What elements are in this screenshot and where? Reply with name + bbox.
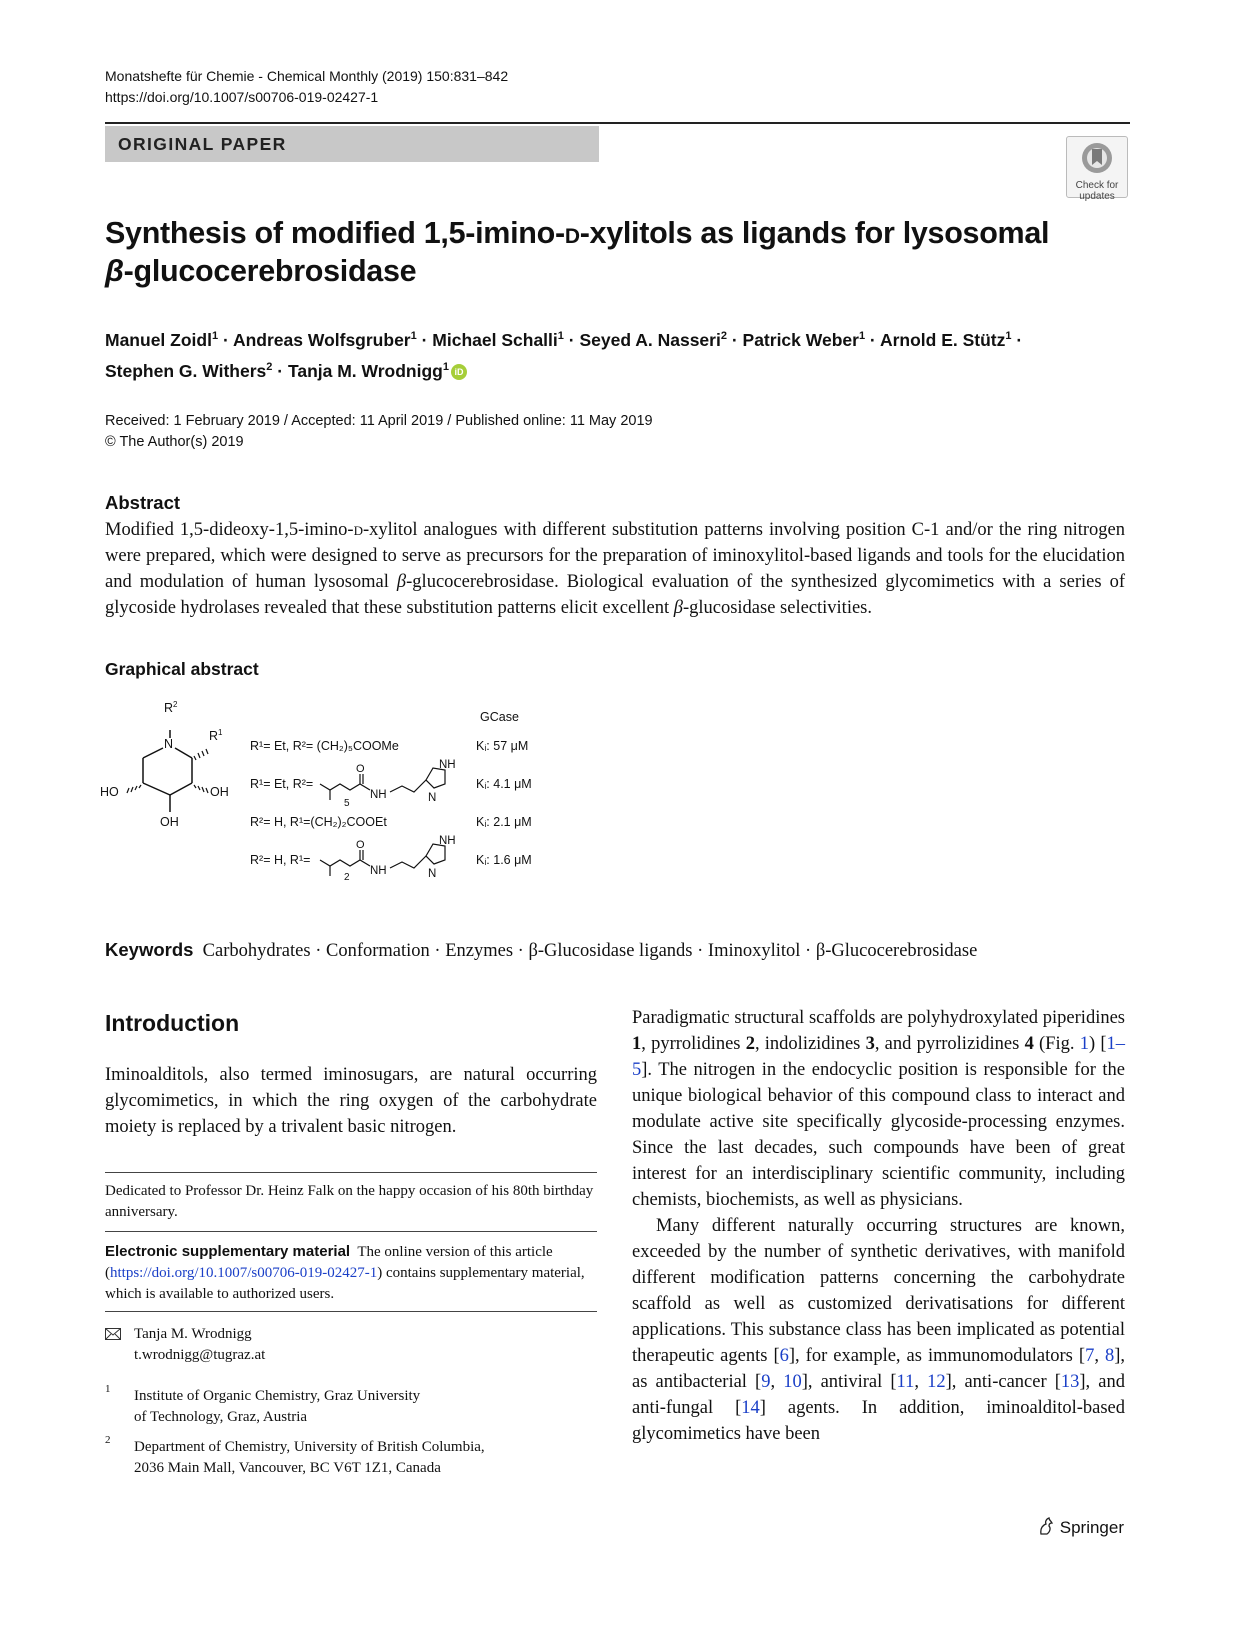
- title-part-2: d: [564, 216, 580, 250]
- affiliation-sup: 1: [1005, 330, 1012, 342]
- bookmark-icon: [1080, 141, 1114, 175]
- affiliation-line: of Technology, Graz, Austria: [134, 1409, 308, 1425]
- title-part-4: β: [105, 254, 124, 288]
- ga-row-ki: Kᵢ: 2.1 μM: [476, 815, 532, 829]
- author-line-1: Manuel Zoidl$^1$ · Andreas Wolfsgruber$^1$ · Michael Schalli$^1$ · Seyed A. Nasseri$^2$ · Patrick Weber$^1$ · Arnold E. Stütz$^1$ ·: [105, 329, 1023, 350]
- esm-text: The online version of this article (: [105, 1244, 553, 1281]
- author-name[interactable]: Patrick Weber: [742, 329, 859, 350]
- corresponding-author: [134, 1324, 265, 1366]
- author-name[interactable]: Andreas Wolfsgruber: [232, 329, 411, 350]
- figure-link[interactable]: 1: [1079, 1034, 1089, 1054]
- abstract-body: [105, 517, 1125, 621]
- compound-number: 2: [745, 1034, 755, 1054]
- citation-link[interactable]: 11: [896, 1372, 915, 1392]
- ga-row-label: R²= H, R¹=: [250, 853, 311, 867]
- ho-label: HO: [100, 785, 119, 799]
- title-part-3: -xylitols as ligands for lysosomal: [579, 216, 1050, 250]
- footnote-rule: [105, 1172, 597, 1173]
- affiliation-sup: 1: [442, 360, 449, 373]
- journal-name: Monatshefte für Chemie - Chemical Monthly (2019) 150:831–842: [105, 68, 509, 84]
- keyword: β-Glucocerebrosidase: [815, 941, 978, 961]
- badge-line-2: updates: [1079, 191, 1115, 202]
- carbonyl-o: O: [356, 839, 365, 851]
- publisher-name: Springer: [1059, 1518, 1124, 1537]
- gcase-header: GCase: [480, 710, 519, 724]
- author-name[interactable]: Stephen G. Withers: [105, 360, 267, 381]
- affiliation-number: 1: [105, 1383, 111, 1395]
- chain-subscript: 5: [344, 798, 350, 809]
- ga-row-label: R¹= Et, R²= (CH₂)₅COOMe: [250, 739, 399, 753]
- affiliation-sup: 2: [266, 360, 273, 373]
- author-name[interactable]: Seyed A. Nasseri: [579, 329, 721, 350]
- r1-label: $R^1$: [209, 728, 223, 743]
- abstract-seg: -glucosidase selectivities.: [682, 598, 872, 618]
- r2-label: $R^2$: [164, 700, 178, 715]
- graphical-abstract-heading: Graphical abstract: [105, 659, 259, 679]
- affiliation-sup: 1: [410, 330, 417, 342]
- imidazole-n: N: [428, 868, 437, 880]
- esm-link[interactable]: https://doi.org/10.1007/s00706-019-02427-1: [110, 1265, 378, 1281]
- ga-row-ki: Kᵢ: 1.6 μM: [476, 853, 532, 867]
- abstract-seg: d: [353, 520, 363, 540]
- body-paragraph: Paradigmatic structural scaffolds are polyhydroxylated piperidines 1, pyrrolidines 2, indolizidines 3, and pyrrolizidines 4 (Fig. 1) [1–5]. The nitrogen in the endocyclic position is responsible for the unique biological behavior of this compound class to interact and modulate active site specifically glycoside-processing enzymes. Since the last decades, such compounds have been of great interest for an interdisciplinary scientific community, including chemists, biochemists, as well as physicians.: [632, 1008, 1125, 1210]
- keyword: β-Glucosidase ligands: [528, 941, 693, 961]
- author-name[interactable]: Arnold E. Stütz: [879, 329, 1006, 350]
- affiliation-2: [134, 1437, 485, 1479]
- citation-link[interactable]: 1–5: [632, 1034, 1125, 1080]
- title-part-5: -glucocerebrosidase: [123, 254, 417, 288]
- copyright-line: © The Author(s) 2019: [105, 434, 244, 450]
- ga-row-ki: Kᵢ: 4.1 μM: [476, 777, 532, 791]
- doi-link[interactable]: https://doi.org/10.1007/s00706-019-02427-1: [105, 89, 379, 105]
- imidazole-n: N: [428, 792, 437, 804]
- affiliation-number: 2: [105, 1434, 111, 1446]
- abstract-seg: -glucocerebrosidase. Biological evaluation of the synthesized glycomimetics with a series of glycoside hydrolases revealed that these substitution patterns elicit excellent: [105, 572, 1125, 618]
- affiliation-line: Institute of Organic Chemistry, Graz University: [134, 1388, 421, 1404]
- esm-text: ) contains supplementary material, which is available to authorized users.: [105, 1265, 585, 1302]
- keyword: Carbohydrates: [202, 941, 311, 961]
- dedication-note: Dedicated to Professor Dr. Heinz Falk on the happy occasion of his 80th birthday anniversary.: [105, 1183, 594, 1220]
- keywords-line: Keywords Carbohydrates · Conformation · Enzymes · β-Glucosidase ligands · Iminoxylitol · β-Glucocerebrosidase: [105, 939, 978, 961]
- orcid-icon[interactable]: iD: [451, 364, 467, 380]
- check-for-updates-badge[interactable]: [1066, 136, 1128, 202]
- affiliation-line: 2036 Main Mall, Vancouver, BC V6T 1Z1, Canada: [134, 1460, 441, 1476]
- citation-link[interactable]: 6: [779, 1346, 789, 1366]
- citation-link[interactable]: 9: [761, 1372, 771, 1392]
- abstract-seg: -xylitol analogues with different substitution patterns involving position C-1 and/or the ring nitrogen were prepared, which were designed to serve as precursors for the preparation of iminoxylitol-based ligands and tools for the elucidation and modulation of human lysosomal: [105, 520, 1126, 592]
- affiliation-sup: 2: [720, 330, 727, 342]
- amide-nh: NH: [370, 865, 387, 877]
- citation-link[interactable]: 14: [741, 1398, 760, 1418]
- author-name[interactable]: Tanja M. Wrodnigg: [287, 360, 443, 381]
- introduction-heading: Introduction: [105, 1010, 240, 1036]
- body-paragraph: Many different naturally occurring structures are known, exceeded by the number of synthetic derivatives, with manifold different modification patterns concerning the carbohydrate scaffold as well as customized derivatisations for different applications. This substance class has been implicated as potential therapeutic agents [6], for example, as immunomodulators [7, 8], as antibacterial [9, 10], antiviral [11, 12], anti-cancer [13], and anti-fungal [14] agents. In addition, iminoalditol-based glycomimetics have been: [632, 1216, 1126, 1444]
- citation-link[interactable]: 12: [927, 1372, 946, 1392]
- header-rule: [105, 122, 1130, 124]
- compound-number: 1: [632, 1034, 642, 1054]
- citation-link[interactable]: 13: [1060, 1372, 1080, 1392]
- author-list: [105, 323, 1125, 385]
- citation-link[interactable]: 8: [1104, 1346, 1115, 1366]
- badge-line-1: Check for: [1075, 180, 1119, 191]
- supplementary-note: [105, 1241, 597, 1305]
- envelope-icon: [105, 1324, 121, 1347]
- springer-horse-icon: [1037, 1516, 1055, 1536]
- corr-name: Tanja M. Wrodnigg: [134, 1326, 252, 1342]
- dates-line: Received: 1 February 2019 / Accepted: 11 April 2019 / Published online: 11 May 2019: [105, 413, 653, 429]
- compound-number: 3: [865, 1034, 875, 1054]
- affiliation-sup: 1: [557, 330, 564, 342]
- abstract-seg: β: [673, 598, 683, 618]
- footnote-rule: [105, 1311, 597, 1312]
- introduction-paragraph: Iminoalditols, also termed iminosugars, are natural occurring glycomimetics, in which the ring oxygen of the carbohydrate moiety is replaced by a trivalent basic nitrogen.: [105, 1065, 597, 1137]
- ga-row-label: R²= H, R¹=(CH₂)₂COOEt: [250, 815, 387, 829]
- publisher-logo: [1037, 1516, 1124, 1538]
- body-column-2: [632, 1005, 1125, 1447]
- citation-link[interactable]: 10: [783, 1372, 802, 1392]
- affiliation-sup: 1: [211, 330, 219, 342]
- hashed-wedges: [127, 749, 208, 793]
- title-part-1: Synthesis of modified 1,5-imino-: [105, 216, 565, 250]
- esm-label: Electronic supplementary material: [105, 1243, 351, 1260]
- author-line-2: Stephen G. Withers$^2$ · Tanja M. Wrodnigg$^1$ iD: [105, 354, 1125, 385]
- ga-row-ki: Kᵢ: 57 μM: [476, 739, 529, 753]
- author-name[interactable]: Manuel Zoidl: [105, 329, 212, 350]
- graphical-abstract-figure: [98, 700, 578, 880]
- publication-dates: [105, 411, 653, 453]
- author-name[interactable]: Michael Schalli: [432, 329, 558, 350]
- abstract-heading: Abstract: [105, 492, 181, 513]
- affiliation-line: Department of Chemistry, University of British Columbia,: [134, 1439, 485, 1455]
- keyword: Enzymes: [445, 941, 514, 961]
- chain-subscript: 2: [344, 872, 350, 880]
- keyword: Conformation: [325, 941, 430, 961]
- corr-email[interactable]: t.wrodnigg@tugraz.at: [134, 1347, 266, 1363]
- abstract-seg: β: [396, 572, 407, 592]
- amide-nh: NH: [370, 789, 387, 801]
- ring-n-label: N: [164, 737, 174, 751]
- oh-bottom-label: OH: [160, 815, 179, 829]
- compound-number: 4: [1024, 1034, 1034, 1054]
- imidazole-nh: NH: [439, 759, 456, 771]
- abstract-seg: Modified 1,5-dideoxy-1,5-imino-: [105, 520, 354, 540]
- affiliation-1: [134, 1386, 420, 1428]
- affiliation-sup: 1: [858, 330, 866, 342]
- citation-link[interactable]: 7: [1085, 1346, 1095, 1366]
- article-title: [105, 214, 1105, 290]
- imidazole-nh: NH: [439, 835, 456, 847]
- ga-row-label: R¹= Et, R²=: [250, 777, 314, 791]
- keywords-label: Keywords: [105, 939, 194, 960]
- oh-right-label: OH: [210, 785, 229, 799]
- carbonyl-o: O: [356, 763, 365, 775]
- footnote-rule: [105, 1231, 597, 1232]
- journal-citation: [105, 66, 508, 108]
- keyword: Iminoxylitol: [707, 941, 801, 961]
- section-label: ORIGINAL PAPER: [118, 134, 287, 154]
